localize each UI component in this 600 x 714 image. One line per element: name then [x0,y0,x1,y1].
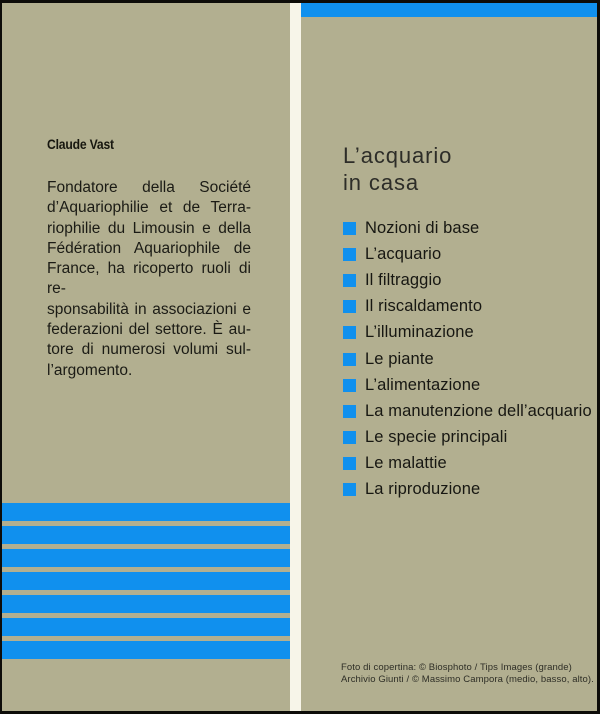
blue-square-bullet-icon [343,405,356,418]
blue-square-bullet-icon [343,353,356,366]
blue-square-bullet-icon [343,483,356,496]
toc-item [343,451,589,477]
blue-square-bullet-icon [343,326,356,339]
stripe-block [2,503,290,664]
blue-stripe [2,641,290,659]
bio-line: Fondatore della Société [47,179,251,196]
toc-item [343,267,589,293]
blue-square-bullet-icon [343,457,356,470]
toc-item-label: L’acquario [365,244,442,263]
bio-line: riophilie du Limousin e della [47,219,251,237]
blue-square-bullet-icon [343,431,356,444]
bio-line: France, ha ricoperto ruoli di re- [47,260,251,298]
blue-square-bullet-icon [343,248,356,261]
blue-top-bar [301,3,597,17]
blue-stripe [2,595,290,613]
toc-item-label: Le specie principali [365,428,508,447]
blue-square-bullet-icon [343,379,356,392]
author-bio [47,178,251,381]
blue-stripe [2,572,290,590]
toc-item [343,241,589,267]
toc-item-label: La riproduzione [365,480,481,499]
toc-item-label: Nozioni di base [365,218,480,237]
author-name: Claude Vast [47,137,114,152]
bio-line: federazioni del settore. È au- [47,321,251,339]
toc-item [343,372,589,398]
bio-line: tore di numerosi volumi sul- [47,341,251,359]
toc-item [343,346,589,372]
toc-item [343,398,592,424]
blue-stripe [2,549,290,567]
photo-credits [341,662,594,687]
panel-gap [290,3,301,711]
toc-item-label: Le malattie [365,454,447,473]
blue-stripe [2,503,290,521]
toc-item-label: L’illuminazione [365,323,474,342]
front-flap-panel [301,3,597,711]
blue-square-bullet-icon [343,222,356,235]
blue-stripe [2,526,290,544]
toc-item-label: La manutenzione dell’acquario [365,401,592,420]
toc-item [343,477,589,503]
back-flap-panel [2,3,290,711]
toc-item-label: Le piante [365,349,434,368]
bio-line: l’argomento. [47,361,133,379]
blue-square-bullet-icon [343,300,356,313]
book-title-line: L’acquario [343,143,453,168]
bio-line: Fédération Aquariophile de [47,239,251,257]
toc-item-label: Il riscaldamento [365,297,483,316]
book-title-line: in casa [343,169,420,195]
photo-credits-line: Archivio Giunti / © Massimo Campora (medio, basso, alto). [341,674,594,686]
photo-credits-line: Foto di copertina: © Biosphoto / Tips Images (grande) [341,662,572,673]
blue-square-bullet-icon [343,274,356,287]
toc-item [343,215,589,241]
book-title [343,143,452,196]
toc-list [343,215,592,503]
toc-item [343,425,589,451]
toc-item-label: Il filtraggio [365,270,442,289]
toc-item [343,294,589,320]
bio-line: d’Aquariophilie et de Terra- [47,199,251,217]
bio-line: sponsabilità in associazioni e [47,300,251,318]
blue-stripe [2,618,290,636]
toc-item [343,320,589,346]
toc-item-label: L’alimentazione [365,375,481,394]
